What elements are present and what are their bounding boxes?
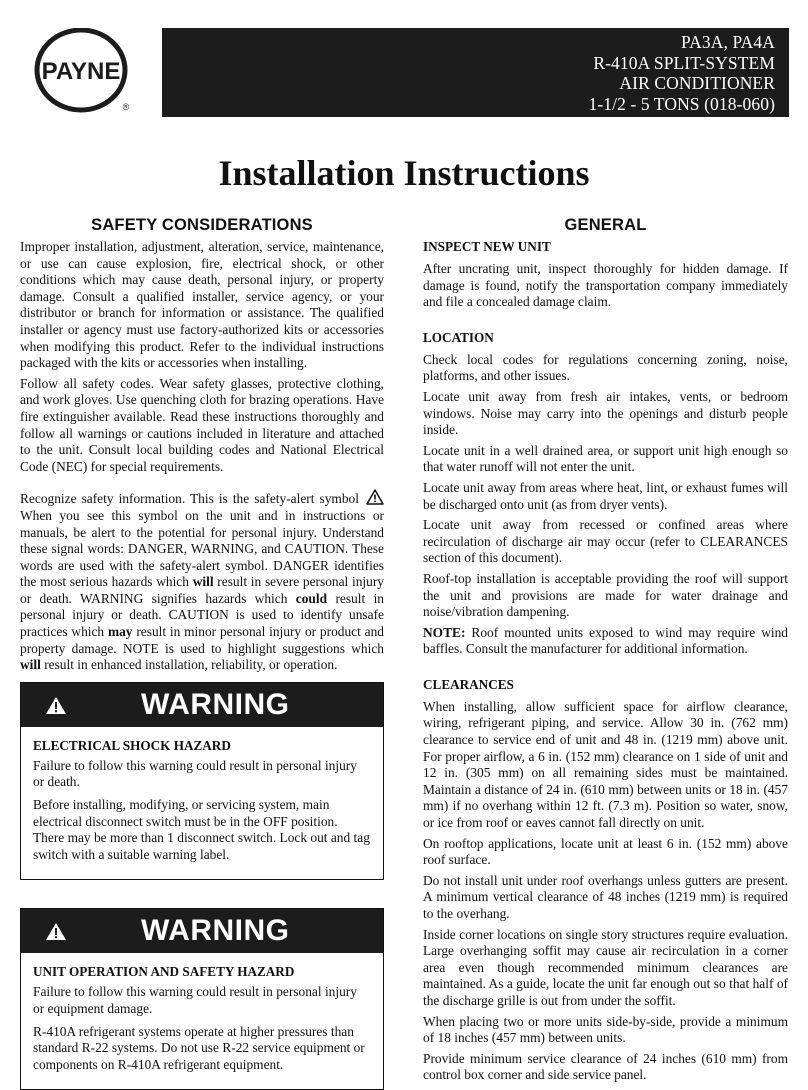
safety-alert-icon (366, 489, 384, 505)
header-line-product: AIR CONDITIONER (619, 73, 775, 93)
safety-paragraph-2: Follow all safety codes. Wear safety glasses, protective clothing, and work gloves. Use quenching cloth for brazing operations. Have fire extinguisher available. Read these instructions thoroughly and follow all warnings or cautions included in literature and attached to the unit. Consult local building codes and National Electrical Code (NEC) for special requirements. (20, 375, 384, 474)
clearances-heading: CLEARANCES (423, 676, 514, 692)
inspect-paragraph: After uncrating unit, inspect thoroughly for hidden damage. If damage is found, notify the transportation company immediately and file a concealed damage claim. (423, 261, 788, 310)
location-note: NOTE: Roof mounted units exposed to wind may require wind baffles. Consult the manufacturer for additional information. (423, 624, 788, 657)
header-banner (162, 28, 789, 117)
clearances-paragraph-1: When installing, allow sufficient space for airflow clearance, wiring, refrigerant piping, and service. Allow 30 in. (762 mm) clearance to service end of unit and 48 in. (1219 mm) above unit. For proper airflow, a 6 in. (152 mm) clearance on 1 side of unit and 12 in. (305 mm) on all remaining sides must be maintained. Maintain a distance of 24 in. (610 mm) between units or 18 in. (457 mm) if no overhang within 12 ft. (7.3 m). Position so water, snow, or ice from roof or eaves cannot fall directly on unit. (423, 698, 788, 831)
logo-text: PAYNE (41, 58, 121, 85)
right-column (423, 214, 788, 1088)
inspect-heading: INSPECT NEW UNIT (423, 239, 551, 254)
header-line-system: R-410A SPLIT-SYSTEM (593, 52, 775, 73)
warning-header (21, 909, 383, 953)
warning-triangle-icon (45, 922, 67, 941)
warning-header (21, 683, 383, 727)
clearances-paragraph-6: Provide minimum service clearance of 24 inches (610 mm) from control box corner and side service panel. (423, 1050, 788, 1083)
page-title: Installation Instructions (218, 153, 590, 193)
warning-text-2: Before installing, modifying, or servicing system, main electrical disconnect switch must be in the OFF position. There may be more than 1 disconnect switch. Lock out and tag switch with a suitable warning label. (33, 797, 370, 862)
clearances-paragraph-5: When placing two or more units side-by-side, provide a minimum of 18 inches (457 mm) between units. (423, 1013, 788, 1046)
warning-text-2: R-410A refrigerant systems operate at higher pressures than standard R-22 systems. Do not use R-22 service equipment or components on R-410A refrigerant equipment. (33, 1023, 365, 1072)
header-line-models: PA3A, PA4A (680, 32, 775, 52)
warning-body (21, 953, 383, 1089)
warning-box-electrical (20, 682, 384, 881)
payne-logo (33, 28, 135, 114)
clearances-paragraph-3: Do not install unit under roof overhangs unless gutters are present. A minimum vertical clearance of 48 inches (1219 mm) is required to the overhang. (423, 872, 788, 921)
warning-text-1: Failure to follow this warning could result in personal injury or death. (33, 757, 357, 790)
location-paragraph-3: Locate unit in a well drained area, or support unit high enough so that water runoff will not enter the unit. (423, 442, 788, 475)
registered-mark: ® (122, 102, 130, 112)
location-paragraph-1: Check local codes for regulations concerning zoning, noise, platforms, and other issues. (423, 351, 788, 384)
location-heading: LOCATION (423, 329, 494, 345)
location-paragraph-4: Locate unit away from areas where heat, lint, or exhaust fumes will be discharged onto unit (as from dryer vents). (423, 479, 788, 512)
warning-label: WARNING (141, 687, 290, 721)
header-line-tonnage: 1-1/2 - 5 TONS (018-060) (588, 93, 775, 114)
safety-heading: SAFETY CONSIDERATIONS (91, 216, 313, 234)
location-paragraph-6: Roof-top installation is acceptable providing the roof will support the unit and provisions are made for water drainage and noise/vibration dampening. (423, 570, 788, 620)
location-paragraph-5: Locate unit away from recessed or confined areas where recirculation of discharge air may occur (refer to CLEARANCES section of this document). (423, 517, 788, 566)
safety-paragraph-1: Improper installation, adjustment, alteration, service, maintenance, or use can cause explosion, fire, electrical shock, or other conditions which may cause death, personal injury, or property damage. Consult a qualified installer, service agency, or your distributor or branch for information or assistance. The qualified installer or agency must use factory-authorized kits or accessories when modifying this product. Refer to the individual instructions packaged with the kits or accessories when installing. (20, 239, 384, 371)
general-heading: GENERAL (564, 216, 647, 234)
warning-box-operation (20, 908, 384, 1090)
warning-title: ELECTRICAL SHOCK HAZARD (33, 737, 231, 753)
warning-text-1: Failure to follow this warning could result in personal injury or equipment damage. (33, 984, 357, 1016)
clearances-paragraph-4: Inside corner locations on single story structures require evaluation. Large overhanging soffit may cause air recirculation in a corner area even though recommended minimum clearances are maintained. As a guide, locate the unit far enough out so that half of the discharge grille is out from under the soffit. (423, 926, 788, 1008)
safety-paragraph-3: Recognize safety information. This is the safety-alert symbol When you see this symbol on the unit and in instructions or manuals, be alert to the potential for personal injury. Understand these signal words: DANGER, WARNING, and CAUTION. These words are used with the safety-alert symbol. DANGER identifies the most serious hazards which will result in severe personal injury or death. WARNING signifies hazards which could result in personal injury or death. CAUTION is used to identify unsafe practices which may result in minor personal injury or product and property damage. NOTE is used to highlight suggestions which will result in enhanced installation, reliability, or operation. (20, 491, 384, 673)
warning-body (21, 727, 383, 880)
left-column (20, 214, 384, 1090)
clearances-paragraph-2: On rooftop applications, locate unit at least 6 in. (152 mm) above roof surface. (423, 835, 788, 868)
location-paragraph-2: Locate unit away from fresh air intakes, vents, or bedroom windows. Noise may carry into the openings and disturb people inside. (423, 388, 788, 438)
warning-triangle-icon (45, 696, 67, 715)
warning-label: WARNING (141, 914, 290, 948)
warning-title: UNIT OPERATION AND SAFETY HAZARD (33, 964, 295, 980)
